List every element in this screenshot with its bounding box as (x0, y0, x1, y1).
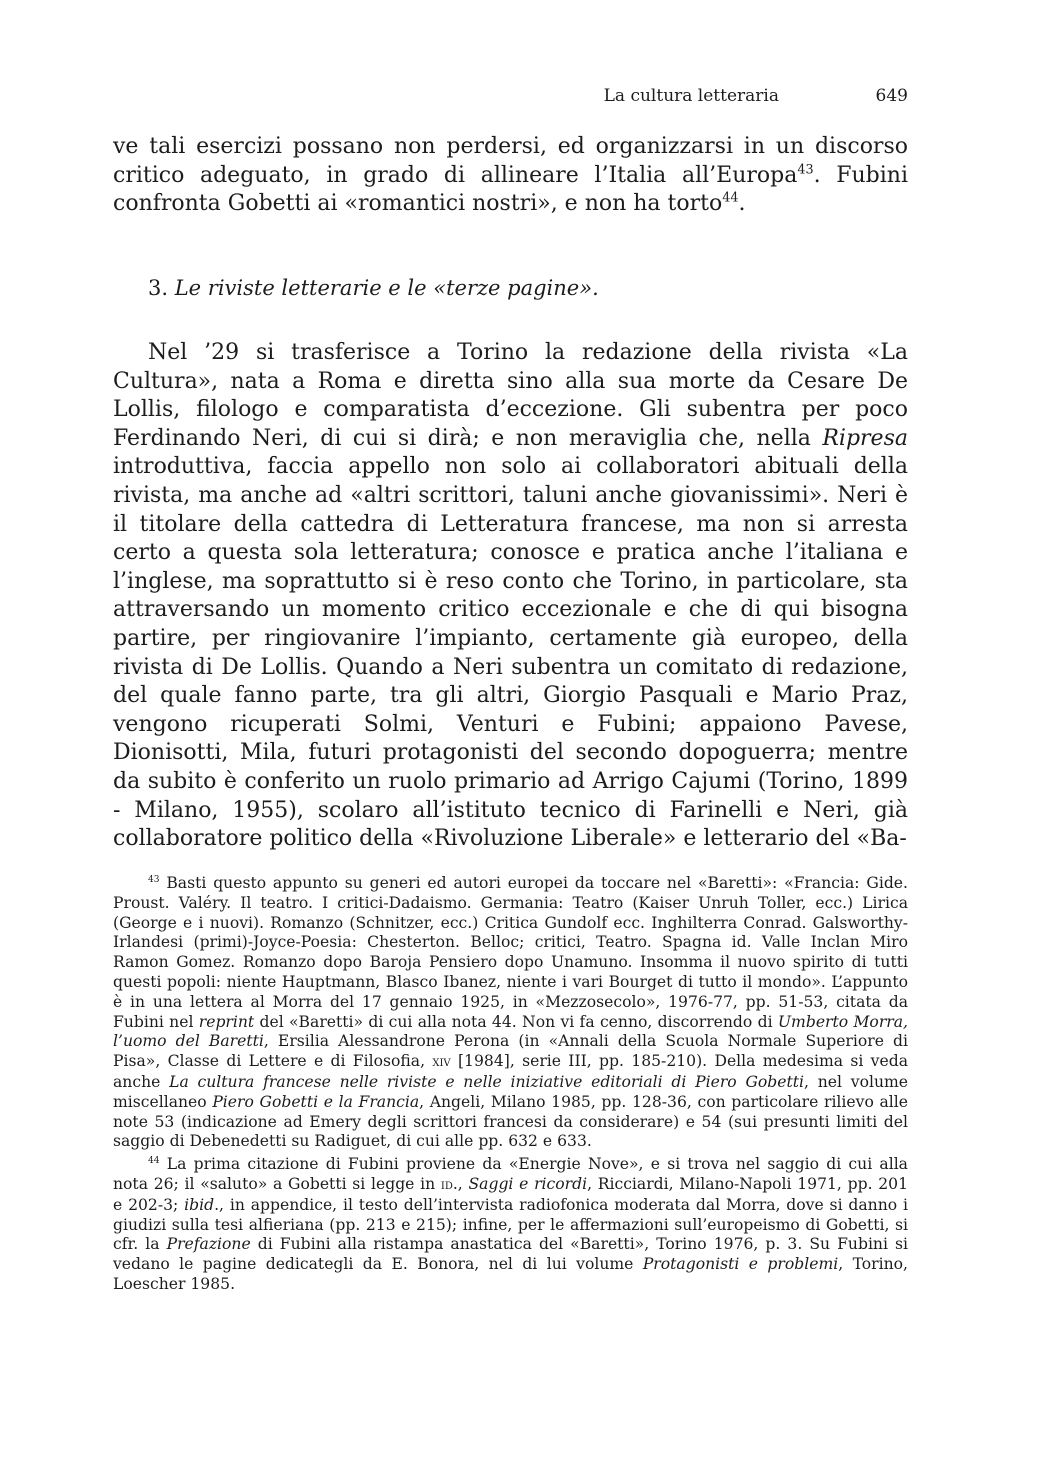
footnote-italic: Protagonisti e problemi (642, 1255, 839, 1274)
footnote-text: Basti questo appunto su generi ed autori europei da toccare nel «Baretti»: «Francia: Gide. Proust. Valéry. Il teatro. I critici-Dadaismo. Germania: Teatro (Kaiser Unruh Toller, ecc.) Lirica (George e i nuovi). Romanzo (Schnitzer, ecc.) Critica Gundolf ecc. Inghilterra Conrad. Galsworthy-Irlandesi (primi)-Joyce-Poesia: Chesterton. Belloc; critici, Teatro. Spagna id. Valle Inclan Miro Ramon Gomez. Romanzo dopo Baroja Pensiero dopo Unamuno. Insomma il nuovo spirito di tutti questi popoli: niente Hauptmann, Blasco Ibanez, niente i vari Bourget di tutto il mondo». L’appunto è in una lettera al Morra del 17 gennaio 1925, in «Mezzosecolo», 1976-77, pp. 51-53, citata da Fubini nel (113, 874, 908, 1031)
intro-text: . (738, 191, 746, 217)
intro-text: ve tali esercizi possano non perdersi, ed organizzarsi in un discorso critico adeguato, in grado di allineare l’Italia all’Europa (113, 134, 908, 188)
footnote-text: di Fubini alla ristampa anastatica del «Baretti», Torino 1976, p. 3. Su Fubini si vedano le pagine dedicategli da E. Bonora, nel di lui volume (113, 1235, 908, 1274)
footnote-43 (113, 874, 908, 1152)
footnote-small-caps: xiv (432, 1054, 451, 1071)
footnote-italic: La cultura francese nelle riviste e nelle iniziative editoriali di Piero Gobetti (169, 1072, 805, 1091)
footnote-text: La prima citazione di Fubini proviene da «Energie Nove», e si trova nel saggio di cui alla nota 26; il «saluto» a Gobetti si legge in (113, 1155, 908, 1193)
main-text: introduttiva, faccia appello non solo ai collaboratori abituali della rivista, ma anche ad «altri scrittori, taluni anche giovanissimi». Neri è il titolare della cattedra di Letteratura francese, ma non si arresta certo a questa sola letteratura; conosce e pratica anche l’italiana e l’inglese, ma soprattutto si è reso conto che Torino, in particolare, sta attraversando un momento critico eccezionale e che di qui bisogna partire, per ringiovanire l’impianto, certamente già europeo, della rivista di De Lollis. Quando a Neri subentra un comitato di redazione, del quale fanno parte, tra gli altri, Giorgio Pasquali e Mario Praz, vengono ricuperati Solmi, Venturi e Fubini; appaiono Pavese, Dionisotti, Mila, futuri protagonisti del secondo dopoguerra; mentre da subito è conferito un ruolo primario ad Arrigo Cajumi (Torino, 1899 - Milano, 1955), scolaro all’istituto tecnico di Farinelli e Neri, già collaboratore politico della «Rivoluzione Liberale» e letterario del «Ba- (113, 454, 908, 852)
footnotes (113, 874, 908, 1298)
footnote-text: del «Baretti» di cui alla nota 44. Non vi fa cenno, discorrendo di (254, 1012, 778, 1031)
footnote-italic: Saggi e ricordi (468, 1174, 588, 1193)
footnote-italic: Umberto Morra, l’uomo del Baretti (113, 1012, 908, 1051)
main-italic-title: Ripresa (822, 425, 908, 451)
footnote-italic: ibid (184, 1195, 215, 1214)
footnote-text: , nel volume miscellaneo (113, 1072, 908, 1111)
section-title: Le riviste letterarie e le «terze pagine». (174, 276, 599, 300)
running-title: La cultura letteraria (603, 86, 779, 106)
footnote-ref-44: 44 (722, 190, 739, 206)
running-head (113, 86, 908, 112)
footnote-italic: Prefazione (166, 1235, 251, 1254)
page-number: 649 (875, 86, 908, 106)
intro-text: . Fubini confronta Gobetti ai «romantici nostri», e non ha torto (113, 162, 908, 217)
footnote-44 (113, 1155, 908, 1295)
footnote-italic: reprint (198, 1012, 255, 1031)
footnote-number: 44 (148, 1156, 160, 1167)
footnote-number: 43 (148, 875, 160, 886)
footnote-text: ., in appendice, il testo dell’intervista radiofonica moderata dal Morra, dove si danno i giudizi sulla tesi alfieriana (pp. 213 e 215); infine, per le affermazioni sull’europeismo di Gobetti, si cfr. la (113, 1195, 908, 1254)
section-heading (148, 274, 599, 302)
footnote-ref-43: 43 (797, 162, 814, 178)
footnote-text: [1984], serie III, pp. 185-210). Della medesima si veda anche (113, 1052, 908, 1091)
footnote-text: , Ersilia Alessandrone Perona (in «Annali della Scuola Normale Superiore di Pisa», Classe di Lettere e di Filosofia, (113, 1032, 909, 1071)
footnote-text: , Angeli, Milano 1985, pp. 128-36, con particolare rilievo alle note 53 (indicazione ad Emery degli scrittori francesi da considerare) e 54 (sui presunti limiti del saggio di Debenedetti su Radiguet, di cui alle pp. 632 e 633. (113, 1092, 908, 1151)
footnote-text: , Torino, Loescher 1985. (113, 1255, 909, 1293)
main-text: Nel ’29 si trasferisce a Torino la redazione della rivista «La Cultura», nata a Roma e diretta sino alla sua morte da Cesare De Lollis, filologo e comparatista d’eccezione. Gli subentra per poco Ferdinando Neri, di cui si dirà; e non meraviglia che, nella (113, 340, 908, 451)
main-paragraph (113, 339, 908, 854)
intro-paragraph (113, 133, 908, 219)
footnote-small-caps: id (440, 1176, 453, 1193)
footnote-text: ., (452, 1174, 469, 1193)
footnote-italic: Piero Gobetti e la Francia (212, 1092, 420, 1111)
footnote-text: , Ricciardi, Milano-Napoli 1971, pp. 201 e 202-3; (113, 1174, 909, 1214)
section-number: 3. (148, 276, 169, 300)
